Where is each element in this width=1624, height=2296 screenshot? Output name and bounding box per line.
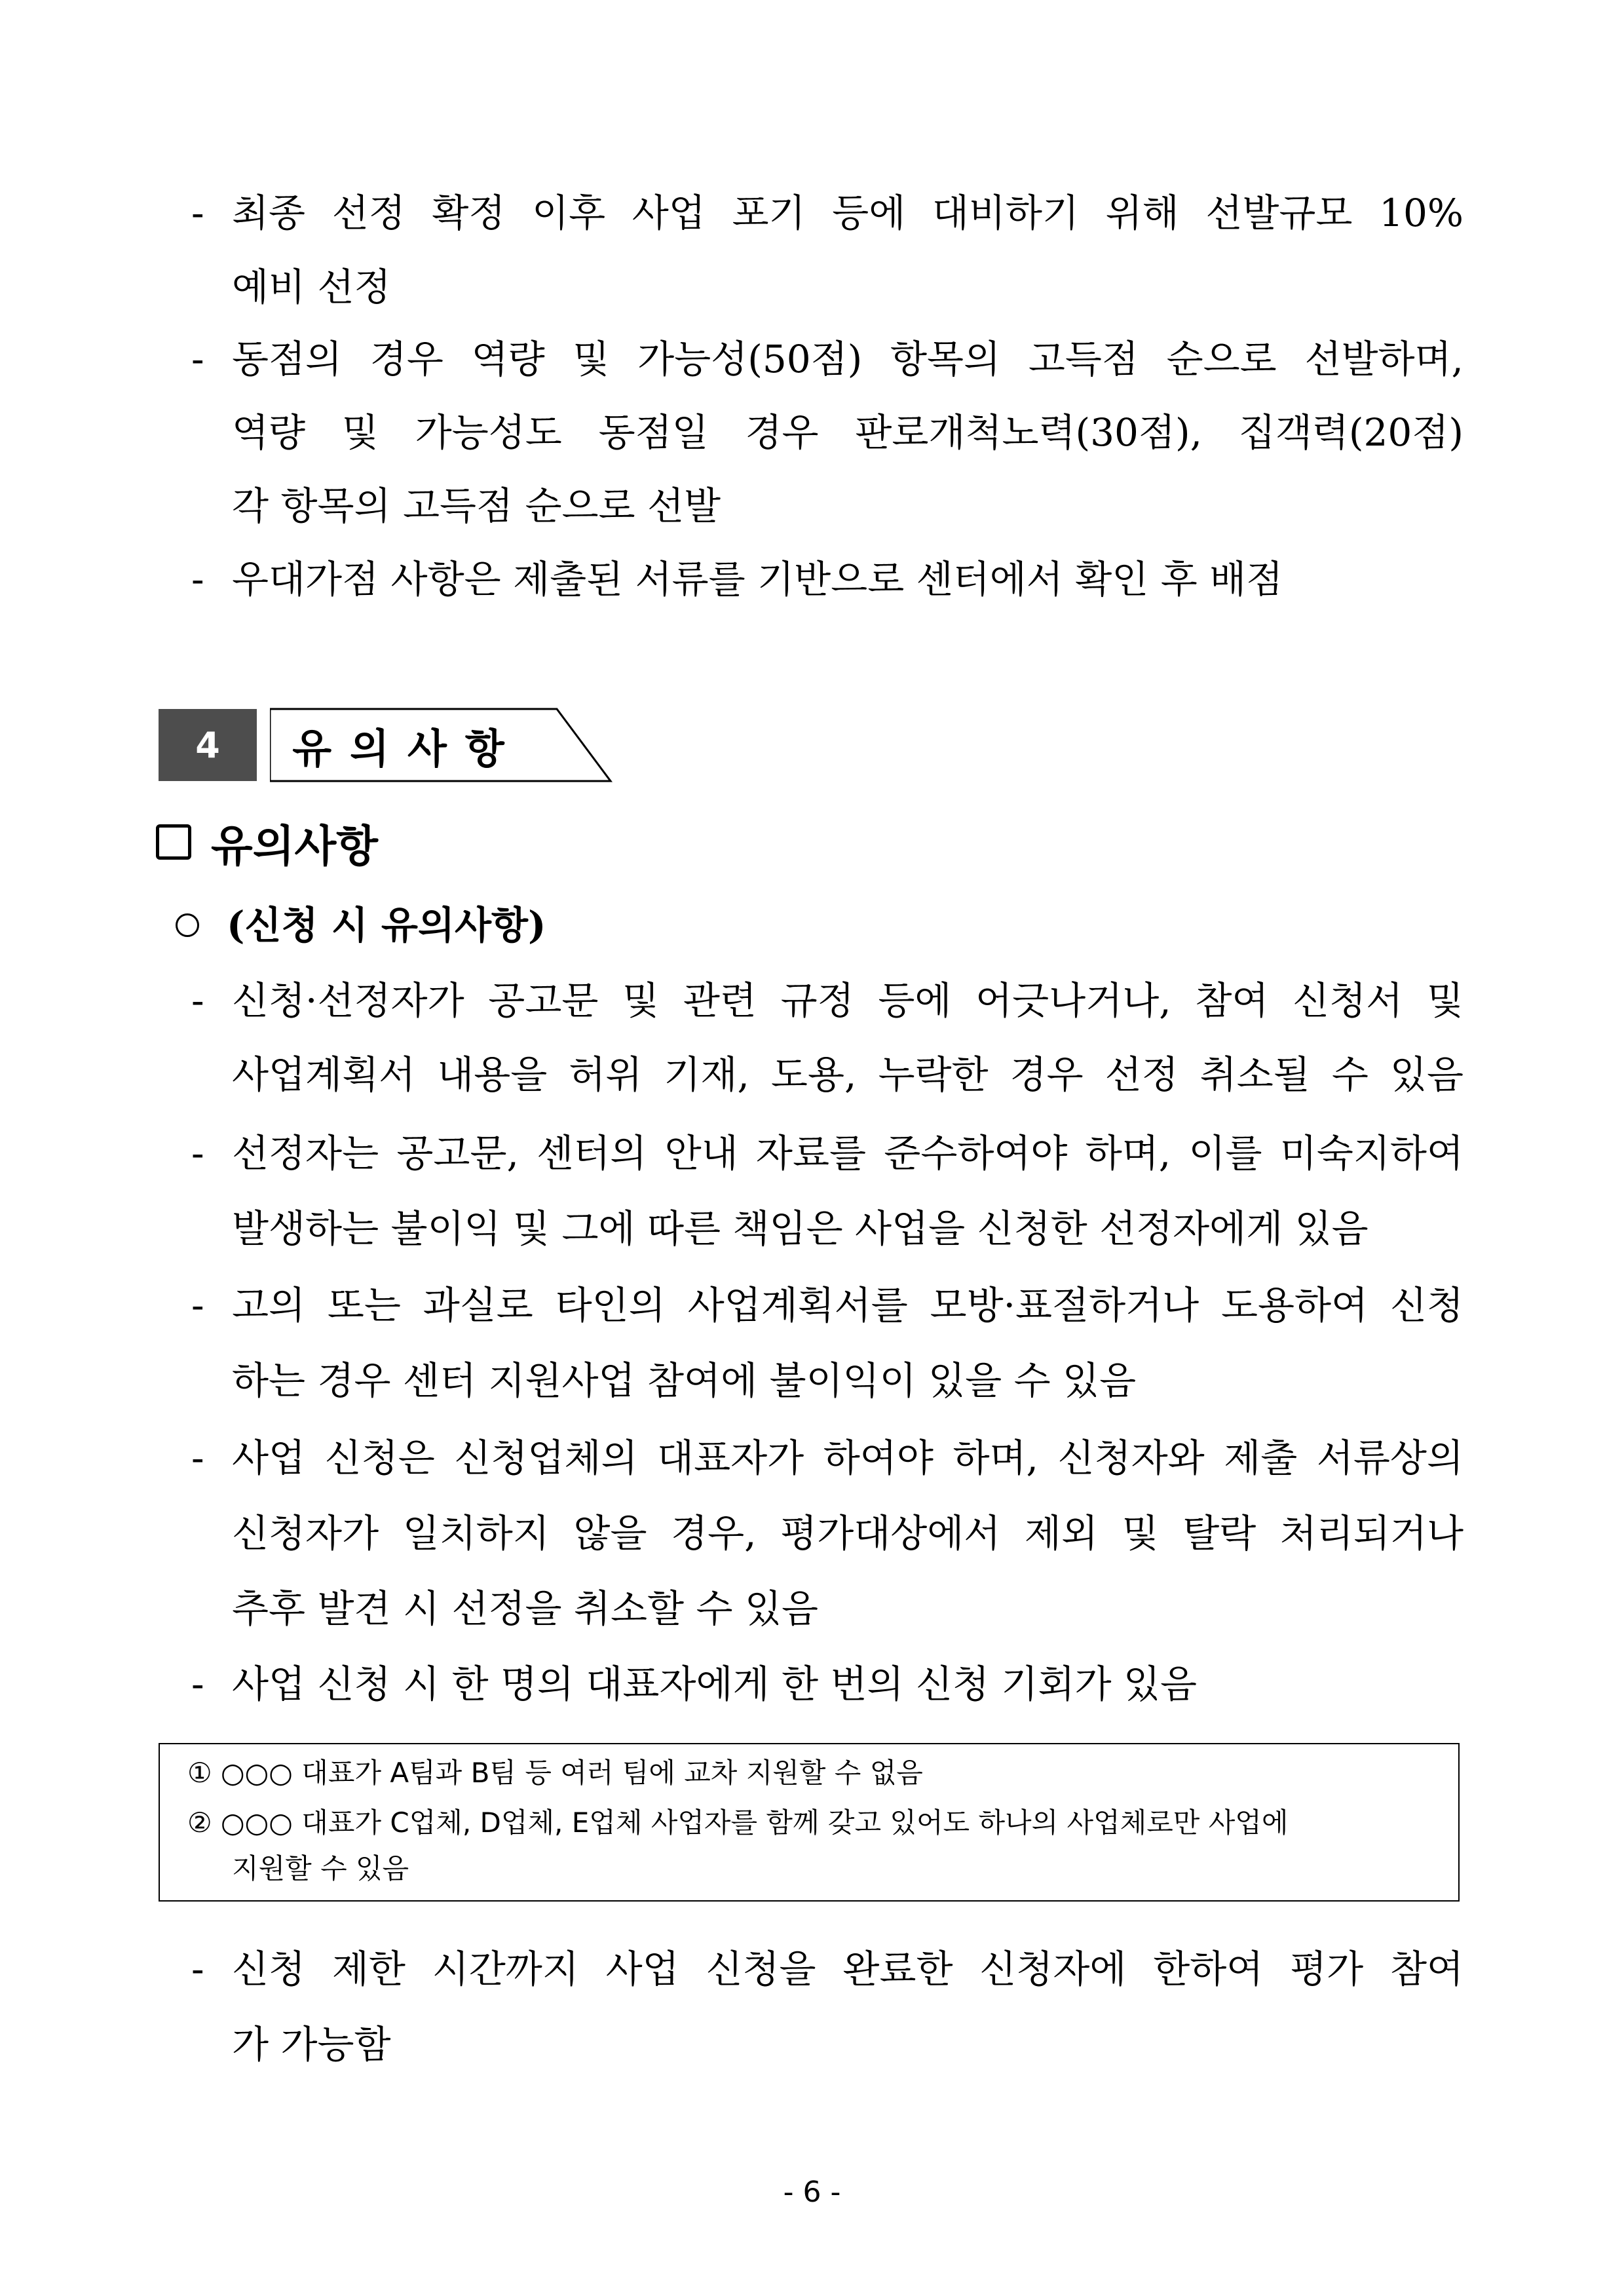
dash-marker: - [191, 557, 204, 602]
dash-marker: - [191, 1283, 204, 1328]
sub-heading-text: 유의사항 [211, 820, 379, 871]
sub-heading [156, 813, 378, 871]
example-line-2: ② ○○○ 대표가 C업체, D업체, E업체 사업자를 함께 갖고 있어도 하나의 사업체로만 사업에 [187, 1807, 1289, 1839]
example-line-1: ① ○○○ 대표가 A팀과 B팀 등 여러 팀에 교차 지원할 수 없음 [187, 1757, 923, 1789]
dash-marker: - [191, 1131, 204, 1176]
checkbox-square-icon [156, 824, 191, 860]
example-line-3: 지원할 수 있음 [232, 1852, 409, 1885]
circle-bullet-icon [176, 913, 199, 937]
section-title: 유의사항 [292, 724, 523, 773]
dash-marker: - [191, 191, 204, 235]
section-number-badge: 4 [159, 709, 257, 781]
dash-marker: - [191, 978, 204, 1023]
circle-heading-text: (신청 시 유의사항) [227, 903, 546, 947]
example-box [159, 1743, 1460, 1902]
dash-marker: - [191, 337, 204, 381]
dash-marker: - [191, 1436, 204, 1480]
page-number: - 6 - [783, 2175, 841, 2209]
dash-marker: - [191, 1662, 204, 1706]
circle-heading [176, 899, 546, 951]
dash-marker: - [191, 1947, 204, 1991]
